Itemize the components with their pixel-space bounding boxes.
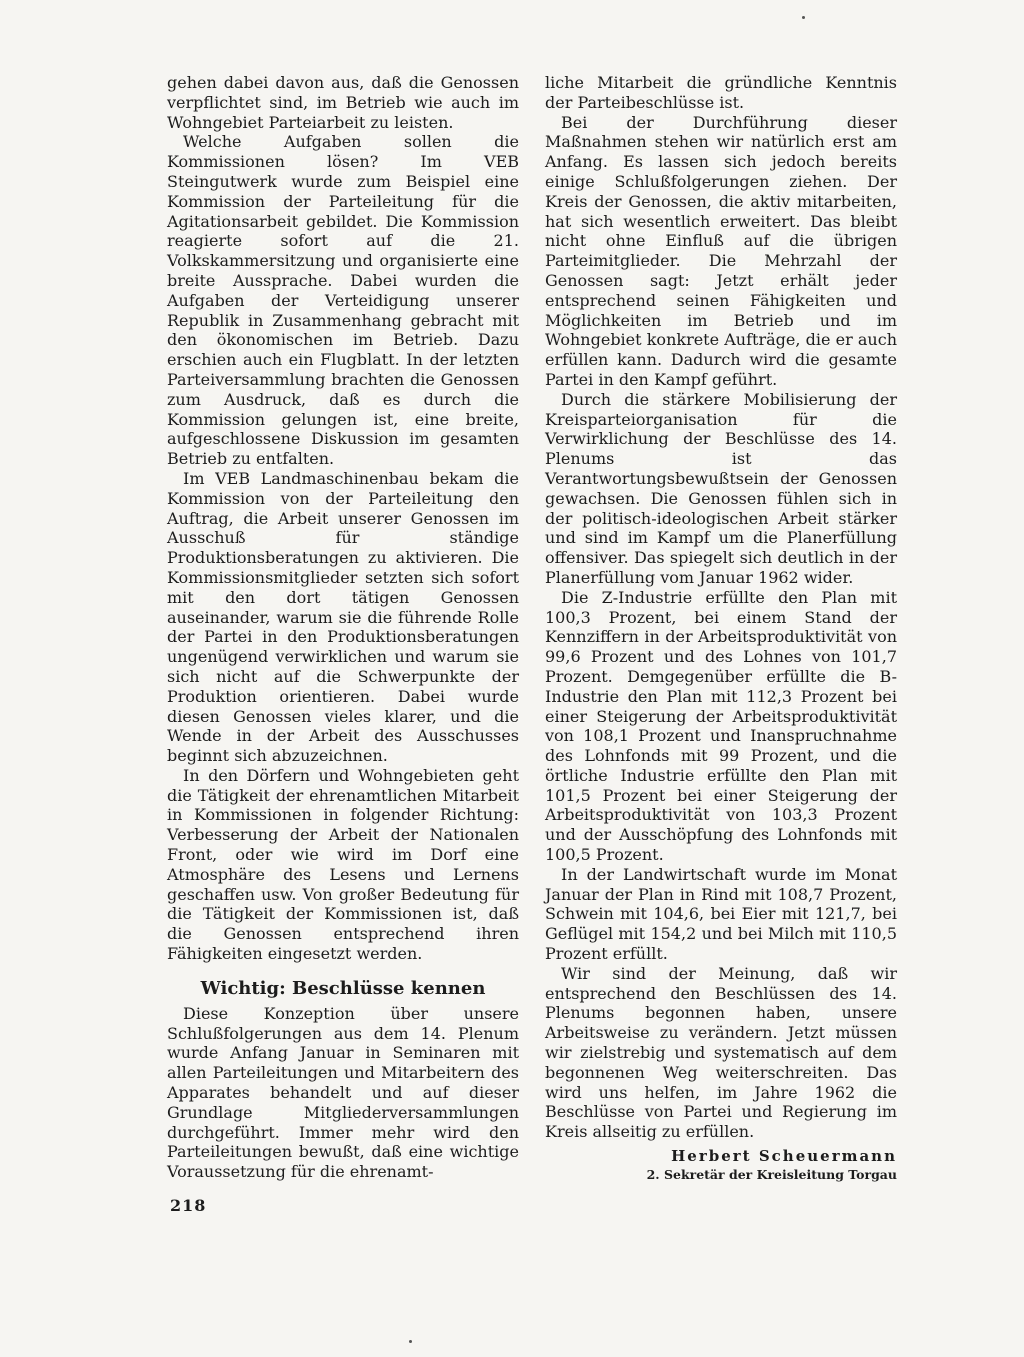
paragraph: Bei der Durchführung dieser Maßnahmen stehen wir natürlich erst am Anfang. Es lassen sich jedoch bereits einige Schlußfolgerungen ziehen. Der Kreis der Genossen, die aktiv mitarbeiten, hat sich wesentlich erweitert. Das bleibt nicht ohne Einfluß auf die übrigen Parteimitglieder. Die Mehrzahl der Genossen sagt: Jetzt erhält jeder entsprechend seinen Fähigkeiten und Möglichkeiten im Betrieb und im Wohngebiet konkrete Aufträge, die er auch erfüllen kann. Dadurch wird die gesamte Partei in den Kampf geführt. xyxy=(545,112,897,389)
paragraph: Diese Konzeption über unsere Schlußfolgerungen aus dem 14. Plenum wurde Anfang Januar in Seminaren mit allen Parteileitungen und Mitarbeitern des Apparates behandelt und auf dieser Grundlage Mitgliederversammlungen durchgeführt. Immer mehr wird den Parteileitungen bewußt, daß eine wichtige Voraussetzung für die ehrenamt- xyxy=(167,1003,519,1182)
left-column xyxy=(167,73,519,1182)
paragraph: Die Z-Industrie erfüllte den Plan mit 100,3 Prozent, bei einem Stand der Kennziffern in der Arbeitsproduktivität von 99,6 Prozent und des Lohnes von 101,7 Prozent. Demgegenüber erfüllte die B-Industrie den Plan mit 112,3 Prozent bei einer Steigerung der Arbeitsproduktivität von 108,1 Prozent und Inanspruchnahme des Lohnfonds mit 99 Prozent, und die örtliche Industrie erfüllte den Plan mit 101,5 Prozent bei einer Steigerung der Arbeitsproduktivität von 103,3 Prozent und der Ausschöpfung des Lohnfonds mit 100,5 Prozent. xyxy=(545,587,897,865)
right-column xyxy=(545,73,897,1184)
print-speck xyxy=(802,16,805,19)
paragraph: Durch die stärkere Mobilisierung der Kreisparteiorganisation für die Verwirklichung der Beschlüsse des 14. Plenums ist das Verantwortungsbewußtsein der Genossen gewachsen. Die Genossen fühlen sich in der politisch-ideologischen Arbeit stärker und sind im Kampf um die Planerfüllung offensiver. Das spiegelt sich deutlich in der Planerfüllung vom Januar 1962 wider. xyxy=(545,389,897,587)
paragraph: gehen dabei davon aus, daß die Genossen verpflichtet sind, im Betrieb wie auch im Wohngebiet Parteiarbeit zu leisten. xyxy=(167,73,519,132)
paragraph: Wir sind der Meinung, daß wir entsprechend den Beschlüssen des 14. Plenums begonnen haben, unsere Arbeitsweise zu verändern. Jetzt müssen wir zielstrebig und systematisch auf dem begonnenen Weg weiterschreiten. Das wird uns helfen, im Jahre 1962 die Beschlüsse von Partei und Regierung im Kreis allseitig zu erfüllen. xyxy=(545,963,897,1142)
paragraph: In der Landwirtschaft wurde im Monat Januar der Plan in Rind mit 108,7 Prozent, Schwein mit 104,6, bei Eier mit 121,7, bei Geflügel mit 154,2 und bei Milch mit 110,5 Prozent erfüllt. xyxy=(545,864,897,964)
author-role: 2. Sekretär der Kreisleitung Torgau xyxy=(646,1167,897,1183)
paragraph: Welche Aufgaben sollen die Kommissionen lösen? Im VEB Steingutwerk wurde zum Beispiel eine Kommission der Parteileitung für die Agitationsarbeit gebildet. Die Kommission reagierte sofort auf die 21. Volkskammersitzung und organisierte eine breite Aussprache. Dabei wurden die Aufgaben der Verteidigung unserer Republik in Zusammenhang gebracht mit den ökonomischen im Betrieb. Dazu erschien auch ein Flugblatt. In der letzten Parteiversammlung brachten die Genossen zum Ausdruck, daß es durch die Kommission gelungen ist, eine breite, aufgeschlossene Diskussion im gesamten Betrieb zu entfalten. xyxy=(167,132,519,469)
paragraph: liche Mitarbeit die gründliche Kenntnis der Parteibeschlüsse ist. xyxy=(545,73,897,112)
section-heading: Wichtig: Beschlüsse kennen xyxy=(200,977,486,999)
page-number: 218 xyxy=(170,1196,207,1215)
author-name: Herbert Scheuermann xyxy=(671,1147,897,1166)
signature xyxy=(545,1146,897,1184)
paragraph: Im VEB Landmaschinenbau bekam die Kommission von der Parteileitung den Auftrag, die Arbeit unserer Genossen im Ausschuß für ständige Produktionsberatungen zu aktivieren. Die Kommissionsmitglieder setzten sich sofort mit den dort tätigen Genossen auseinander, warum sie die führende Rolle der Partei in den Produktionsberatungen ungenügend verwirklichen und warum sie sich nicht auf die Schwerpunkte der Produktion orientieren. Dabei wurde diesen Genossen vieles klarer, und die Wende in der Arbeit des Ausschusses beginnt sich abzuzeichnen. xyxy=(167,468,519,766)
print-speck xyxy=(409,1340,412,1343)
paragraph: In den Dörfern und Wohngebieten geht die Tätigkeit der ehrenamtlichen Mitarbeit in Kommissionen in folgender Richtung: Verbesserung der Arbeit der Nationalen Front, oder wie wird im Dorf eine Atmosphäre des Lesens und Lernens geschaffen usw. Von großer Bedeutung für die Tätigkeit der Kommissionen ist, daß die Genossen entsprechend ihren Fähigkeiten eingesetzt werden. xyxy=(167,765,519,964)
